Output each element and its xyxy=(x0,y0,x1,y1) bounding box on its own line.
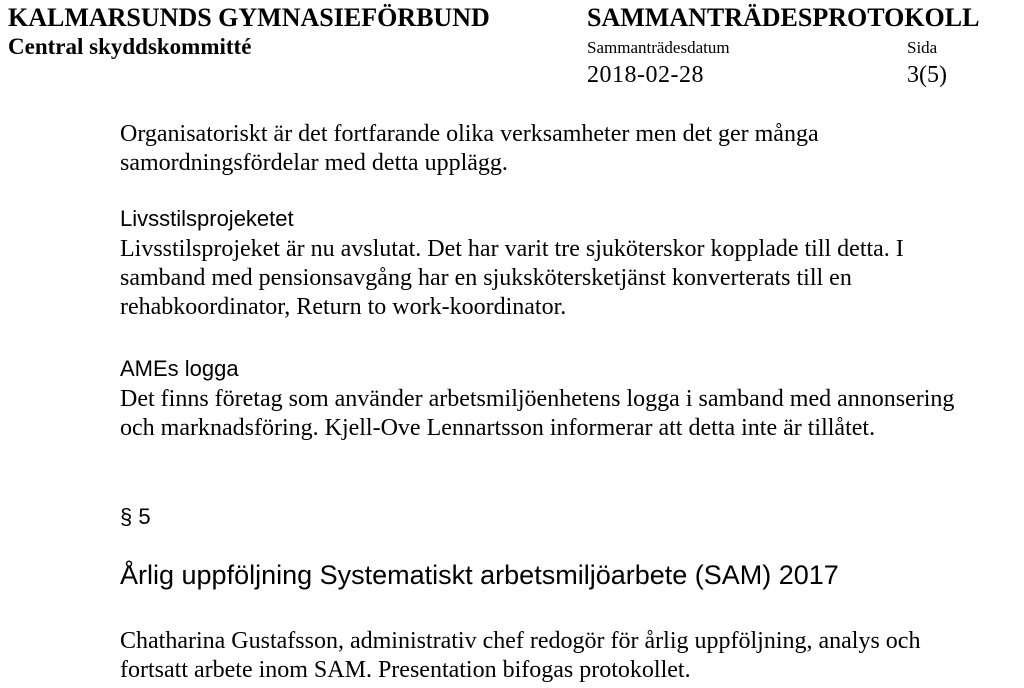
paragraph-line: Organisatoriskt är det fortfarande olika verksamheter men det ger många xyxy=(120,121,819,147)
meeting-date-value: 2018-02-28 xyxy=(587,62,704,88)
ames-paragraph xyxy=(120,385,954,443)
intro-paragraph xyxy=(120,120,819,178)
paragraph-line: samordningsfördelar med detta upplägg. xyxy=(120,150,508,176)
organization-name: KALMARSUNDS GYMNASIEFÖRBUND xyxy=(8,3,490,32)
livsstil-heading: Livsstilsprojeketet xyxy=(120,206,294,231)
paragraph-line: Livsstilsprojeket är nu avslutat. Det har varit tre sjuköterskor kopplade till detta. I xyxy=(120,236,904,262)
section-title: Årlig uppföljning Systematiskt arbetsmiljöarbete (SAM) 2017 xyxy=(120,560,839,590)
page-number-value: 3(5) xyxy=(907,62,947,88)
paragraph-line: och marknadsföring. Kjell-Ove Lennartsson informerar att detta inte är tillåtet. xyxy=(120,415,876,441)
paragraph-line: fortsatt arbete inom SAM. Presentation bifogas protokollet. xyxy=(120,657,691,683)
section-paragraph xyxy=(120,627,920,685)
page-number-label: Sida xyxy=(907,38,938,57)
committee-name: Central skyddskommitté xyxy=(8,34,252,59)
paragraph-line: Det finns företag som använder arbetsmiljöenhetens logga i samband med annonsering xyxy=(120,386,955,412)
meeting-date-label: Sammanträdesdatum xyxy=(587,38,730,57)
paragraph-line: rehabkoordinator, Return to work-koordinator. xyxy=(120,294,567,320)
document-type: SAMMANTRÄDESPROTOKOLL xyxy=(587,3,980,32)
paragraph-line: Chatharina Gustafsson, administrativ chef redogör för årlig uppföljning, analys och xyxy=(120,628,921,654)
ames-heading: AMEs logga xyxy=(120,356,239,381)
section-number: § 5 xyxy=(120,504,151,529)
paragraph-line: samband med pensionsavgång har en sjukskötersketjänst konverterats till en xyxy=(120,265,852,291)
livsstil-paragraph xyxy=(120,235,904,322)
